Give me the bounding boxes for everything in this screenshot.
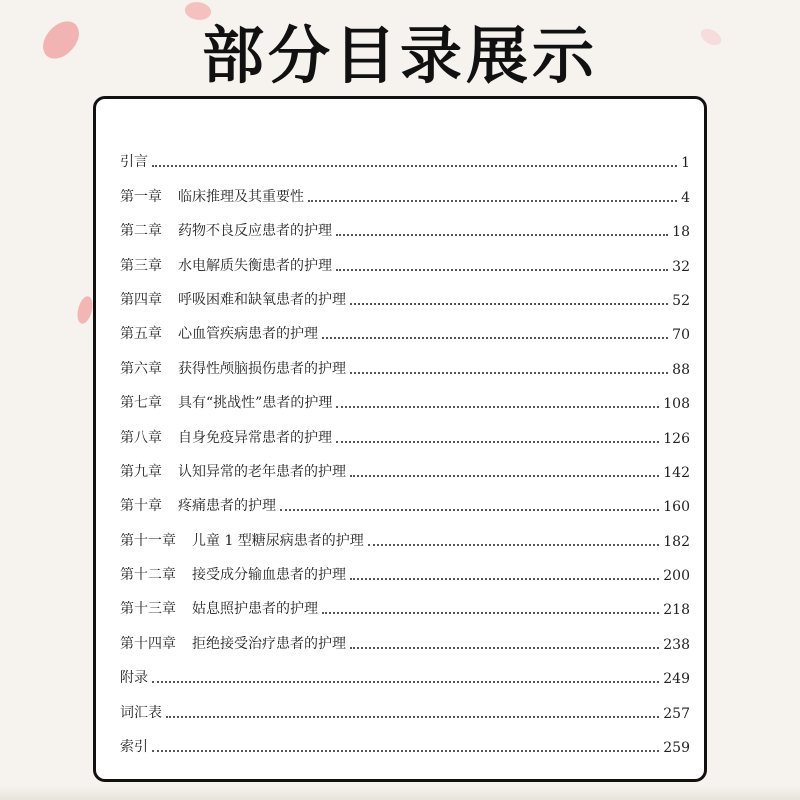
toc-entry-page: 88 — [672, 361, 690, 378]
dot-leader — [308, 200, 677, 202]
petal-decoration — [76, 295, 94, 325]
toc-entry — [120, 584, 690, 618]
toc-entry-number: 第九章 — [120, 463, 162, 480]
toc-entry-page: 182 — [663, 533, 690, 550]
toc-entry-title: 儿童 1 型糖尿病患者的护理 — [192, 532, 364, 549]
toc-entry-number: 词汇表 — [120, 704, 162, 721]
toc-entry-number: 第十四章 — [120, 635, 176, 652]
toc-entry-number: 第十一章 — [120, 532, 176, 549]
toc-entry-number: 第四章 — [120, 291, 162, 308]
toc-entry-number: 索引 — [120, 739, 148, 756]
toc-entry-number: 引言 — [120, 154, 148, 171]
toc-entry-page: 18 — [672, 224, 690, 241]
dot-leader — [350, 647, 659, 649]
toc-entry-page: 52 — [672, 292, 690, 309]
toc-entry — [120, 618, 690, 652]
toc-entry — [120, 137, 690, 171]
dot-leader — [350, 475, 659, 477]
toc-entry — [120, 275, 690, 309]
toc-entry-page: 259 — [663, 740, 690, 757]
toc-entry-page: 238 — [663, 636, 690, 653]
dot-leader — [336, 234, 668, 236]
toc-entry — [120, 240, 690, 274]
dot-leader — [336, 406, 659, 408]
toc-entry — [120, 515, 690, 549]
toc-entry-title: 呼吸困难和缺氧患者的护理 — [178, 291, 346, 308]
page-title: 部分目录展示 — [201, 19, 598, 92]
toc-entry-number: 附录 — [120, 670, 148, 687]
toc-entry-number: 第十章 — [120, 498, 162, 515]
toc-entry-title: 药物不良反应患者的护理 — [178, 223, 332, 240]
toc-entry-title: 认知异常的老年患者的护理 — [178, 463, 346, 480]
dot-leader — [322, 612, 659, 614]
toc-entry-page: 126 — [663, 430, 690, 447]
toc-entry — [120, 378, 690, 412]
toc-entry-page: 200 — [663, 568, 690, 585]
toc-entry — [120, 412, 690, 446]
toc-entry-page: 218 — [663, 602, 690, 619]
toc-entry — [120, 206, 690, 240]
dot-leader — [152, 750, 659, 752]
dot-leader — [368, 544, 659, 546]
toc-entry-page: 70 — [672, 327, 690, 344]
toc-entry — [120, 481, 690, 515]
toc-entry — [120, 653, 690, 687]
toc-entry-number: 第十二章 — [120, 567, 176, 584]
toc-entry — [120, 343, 690, 377]
dot-leader — [350, 578, 659, 580]
toc-entry-title: 拒绝接受治疗患者的护理 — [192, 635, 346, 652]
toc-entry — [120, 171, 690, 205]
dot-leader — [152, 165, 677, 167]
toc-entry — [120, 687, 690, 721]
toc-entry-number: 第十三章 — [120, 601, 176, 618]
toc-entry-page: 4 — [681, 189, 690, 206]
dot-leader — [152, 681, 659, 683]
toc-entry-number: 第二章 — [120, 223, 162, 240]
toc-entry — [120, 550, 690, 584]
toc-entry-page: 160 — [663, 499, 690, 516]
dot-leader — [322, 337, 668, 339]
toc-entry-title: 自身免疫异常患者的护理 — [178, 429, 332, 446]
toc-entry-title: 临床推理及其重要性 — [178, 188, 304, 205]
toc-entry-number: 第六章 — [120, 360, 162, 377]
toc-entry-title: 接受成分输血患者的护理 — [192, 567, 346, 584]
dot-leader — [350, 303, 668, 305]
toc-list — [120, 137, 690, 756]
toc-entry-title: 具有“挑战性”患者的护理 — [178, 395, 333, 412]
dot-leader — [166, 716, 659, 718]
toc-entry-title: 心血管疾病患者的护理 — [178, 326, 318, 343]
dot-leader — [280, 509, 659, 511]
toc-entry-page: 1 — [681, 155, 690, 172]
dot-leader — [350, 372, 668, 374]
toc-entry-page: 249 — [663, 671, 690, 688]
toc-entry-page: 32 — [672, 258, 690, 275]
toc-entry — [120, 309, 690, 343]
toc-entry-title: 姑息照护患者的护理 — [192, 601, 318, 618]
toc-entry-number: 第一章 — [120, 188, 162, 205]
bottom-border — [0, 786, 800, 800]
toc-entry-title: 获得性颅脑损伤患者的护理 — [178, 360, 346, 377]
toc-entry — [120, 722, 690, 756]
toc-entry-title: 水电解质失衡患者的护理 — [178, 257, 332, 274]
dot-leader — [336, 269, 668, 271]
toc-entry-number: 第五章 — [120, 326, 162, 343]
toc-panel — [93, 96, 707, 782]
dot-leader — [336, 441, 659, 443]
toc-entry-number: 第八章 — [120, 429, 162, 446]
toc-entry-page: 142 — [663, 464, 690, 481]
toc-entry-number: 第三章 — [120, 257, 162, 274]
toc-entry — [120, 447, 690, 481]
toc-entry-page: 108 — [663, 396, 690, 413]
toc-entry-page: 257 — [663, 705, 690, 722]
toc-entry-title: 疼痛患者的护理 — [178, 498, 276, 515]
toc-entry-number: 第七章 — [120, 395, 162, 412]
